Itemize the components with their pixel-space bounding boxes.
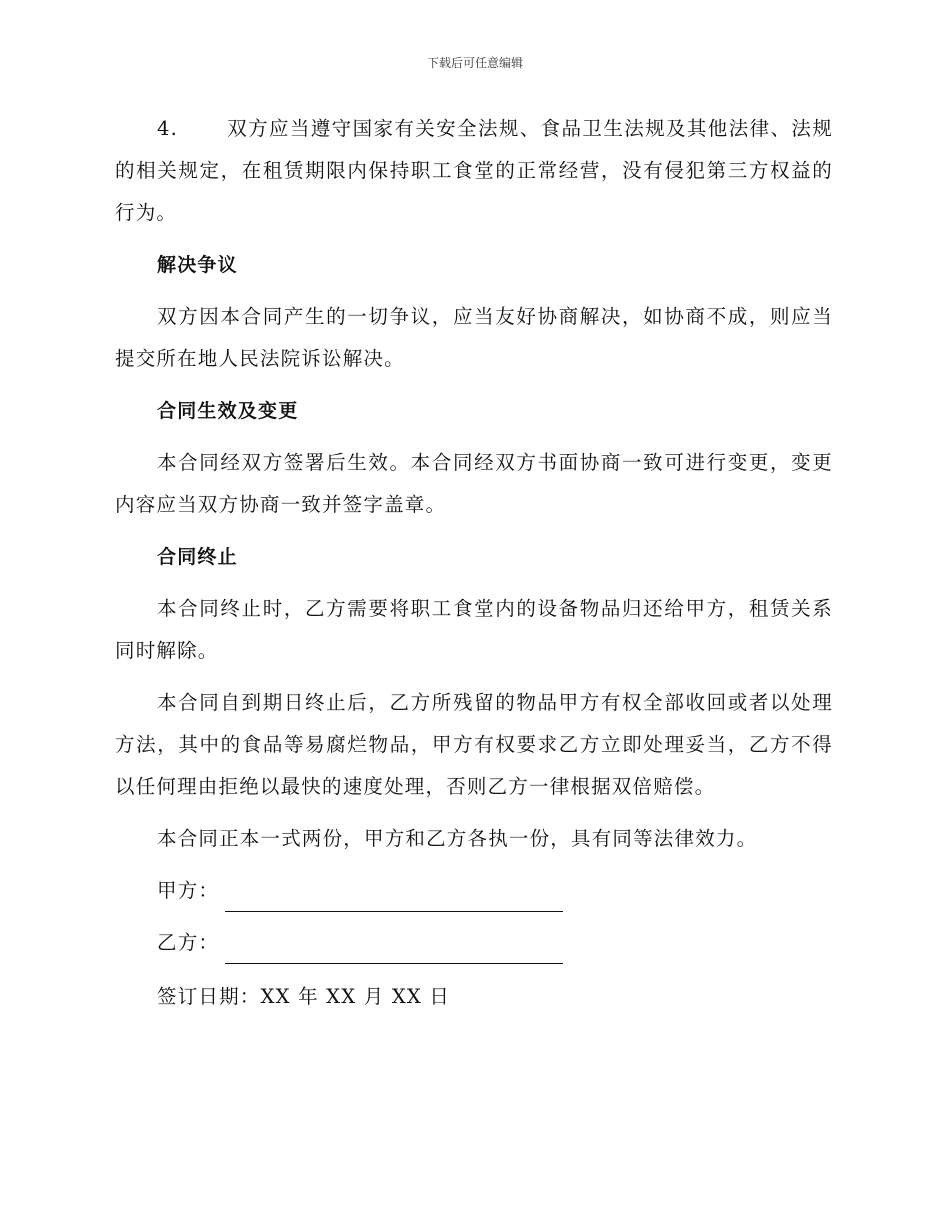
document-body [115,108,833,1018]
effect-paragraph: 本合同经双方签署后生效。本合同经双方书面协商一致可进行变更，变更内容应当双方协商一致并签字盖章。 [115,451,833,516]
section-title-effect: 合同生效及变更 [157,400,299,422]
party-b-signature [115,922,833,964]
party-a-signature-line [225,885,563,912]
party-a-label: 甲方： [157,879,220,902]
termination-paragraph-1: 本合同终止时，乙方需要将职工食堂内的设备物品归还给甲方，租赁关系同时解除。 [115,597,833,662]
party-a-signature [115,870,833,912]
section-title-termination: 合同终止 [157,546,238,568]
party-b-label: 乙方： [157,931,220,954]
clause-4 [115,108,833,234]
party-b-signature-line [225,937,563,964]
termination-paragraph-3: 本合同正本一式两份，甲方和乙方各执一份，具有同等法律效力。 [157,827,758,850]
section-title-dispute: 解决争议 [157,254,238,276]
page-header: 下载后可任意编辑 [426,56,523,70]
clause-text: 双方应当遵守国家有关安全法规、食品卫生法规及其他法律、法规的相关规定，在租赁期限内保持职工食堂的正常经营，没有侵犯第三方权益的行为。 [115,117,833,224]
signing-date: 签订日期：XX 年 XX 月 XX 日 [157,985,451,1008]
dispute-paragraph: 双方因本合同产生的一切争议，应当友好协商解决，如协商不成，则应当提交所在地人民法院诉讼解决。 [115,305,833,370]
clause-number: 4. [157,117,179,140]
termination-paragraph-2: 本合同自到期日终止后，乙方所残留的物品甲方有权全部收回或者以处理方法，其中的食品等易腐烂物品，甲方有权要求乙方立即处理妥当，乙方不得以任何理由拒绝以最快的速度处理，否则乙方一律根据双倍赔偿。 [115,691,833,798]
